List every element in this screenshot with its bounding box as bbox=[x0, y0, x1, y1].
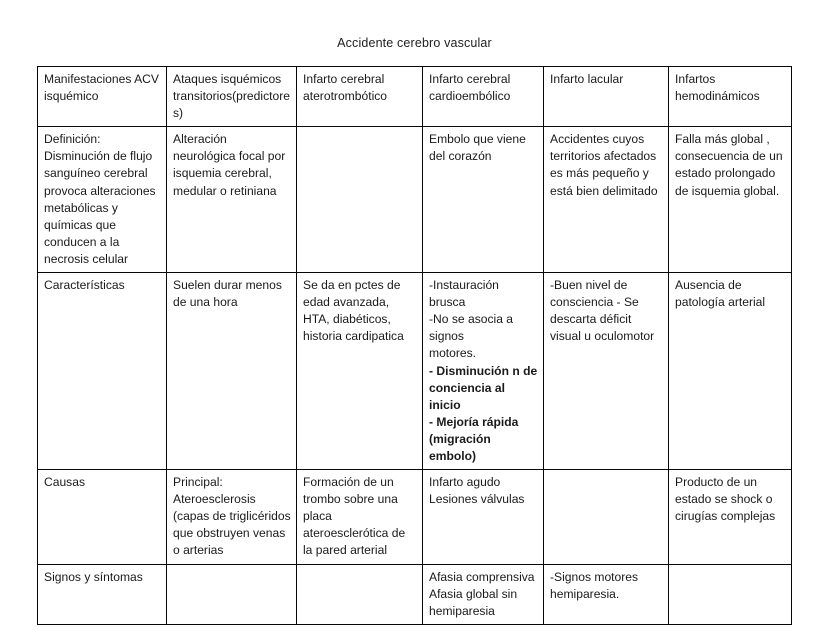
table-row-caracteristicas bbox=[38, 273, 792, 470]
page-title: Accidente cerebro vascular bbox=[337, 36, 492, 50]
table-row-causas bbox=[38, 470, 792, 564]
table-row-signos-y-sintomas bbox=[38, 564, 792, 624]
cell-line-emphasis: conciencia al inicio bbox=[429, 380, 505, 412]
cell-causas-aterotrombotico: Formación de un trombo sobre una placa ateroesclerótica de la pared arterial bbox=[297, 470, 423, 564]
row-label-definicion: Definición: Disminución de flujo sanguíneo cerebral provoca alteraciones metabólicas y químicas que conducen a la necrosis celular bbox=[38, 127, 167, 273]
row-label-causas: Causas bbox=[38, 470, 167, 564]
cell-causas-hemodinamicos: Producto de un estado se shock o cirugías complejas bbox=[669, 470, 792, 564]
cell-line-emphasis: - Mejoría rápida bbox=[429, 414, 519, 429]
row-label-signos-y-sintomas: Signos y síntomas bbox=[38, 564, 167, 624]
row-label-caracteristicas: Características bbox=[38, 273, 167, 470]
cell-definicion-lacular: Accidentes cuyos territorios afectados es más pequeño y está bien delimitado bbox=[544, 127, 669, 273]
cell-caracteristicas-ataques: Suelen durar menos de una hora bbox=[167, 273, 297, 470]
acv-comparison-table bbox=[37, 66, 792, 625]
cell-caracteristicas-aterotrombotico: Se da en pctes de edad avanzada, HTA, diabéticos, historia cardipatica bbox=[297, 273, 423, 470]
cell-caracteristicas-lacular: -Buen nivel de consciencia - Se descarta déficit visual u oculomotor bbox=[544, 273, 669, 470]
cell-signos-ataques bbox=[167, 564, 297, 624]
cell-line: -No se asocia a signos bbox=[429, 312, 514, 344]
acv-comparison-table-wrapper bbox=[37, 66, 791, 625]
cell-causas-ataques: Principal: Ateroesclerosis (capas de triglicéridos que obstruyen venas o arterias bbox=[167, 470, 297, 564]
cell-definicion-hemodinamicos: Falla más global , consecuencia de un estado prolongado de isquemia global. bbox=[669, 127, 792, 273]
cell-signos-cardioembolico: Afasia comprensiva Afasia global sin hemiparesia bbox=[423, 564, 544, 624]
cell-causas-lacular bbox=[544, 470, 669, 564]
cell-signos-hemodinamicos bbox=[669, 564, 792, 624]
table-row-definicion bbox=[38, 127, 792, 273]
cell-signos-lacular: -Signos motores hemiparesia. bbox=[544, 564, 669, 624]
column-header-infarto-aterotrombotico: Infarto cerebral aterotrombótico bbox=[297, 67, 423, 127]
cell-signos-aterotrombotico bbox=[297, 564, 423, 624]
cell-definicion-aterotrombotico bbox=[297, 127, 423, 273]
column-header-infarto-lacular: Infarto lacular bbox=[544, 67, 669, 127]
cell-line: -Instauración brusca bbox=[429, 278, 499, 310]
column-header-infartos-hemodinamicos: Infartos hemodinámicos bbox=[669, 67, 792, 127]
column-header-manifestaciones: Manifestaciones ACV isquémico bbox=[38, 67, 167, 127]
cell-line: motores. bbox=[429, 346, 477, 361]
cell-caracteristicas-cardioembolico bbox=[423, 273, 544, 470]
cell-line-emphasis: - Disminución n de bbox=[429, 363, 538, 378]
column-header-ataques-isquemicos-transitorios: Ataques isquémicos transitorios(predictores) bbox=[167, 67, 297, 127]
cell-caracteristicas-hemodinamicos: Ausencia de patología arterial bbox=[669, 273, 792, 470]
column-header-infarto-cardioembolico: Infarto cerebral cardioembólico bbox=[423, 67, 544, 127]
table-header-row bbox=[38, 67, 792, 127]
cell-definicion-cardioembolico: Embolo que viene del corazón bbox=[423, 127, 544, 273]
cell-definicion-ataques: Alteración neurológica focal por isquemia cerebral, medular o retiniana bbox=[167, 127, 297, 273]
cell-causas-cardioembolico: Infarto agudo Lesiones válvulas bbox=[423, 470, 544, 564]
cell-line-emphasis: (migración embolo) bbox=[429, 431, 491, 463]
